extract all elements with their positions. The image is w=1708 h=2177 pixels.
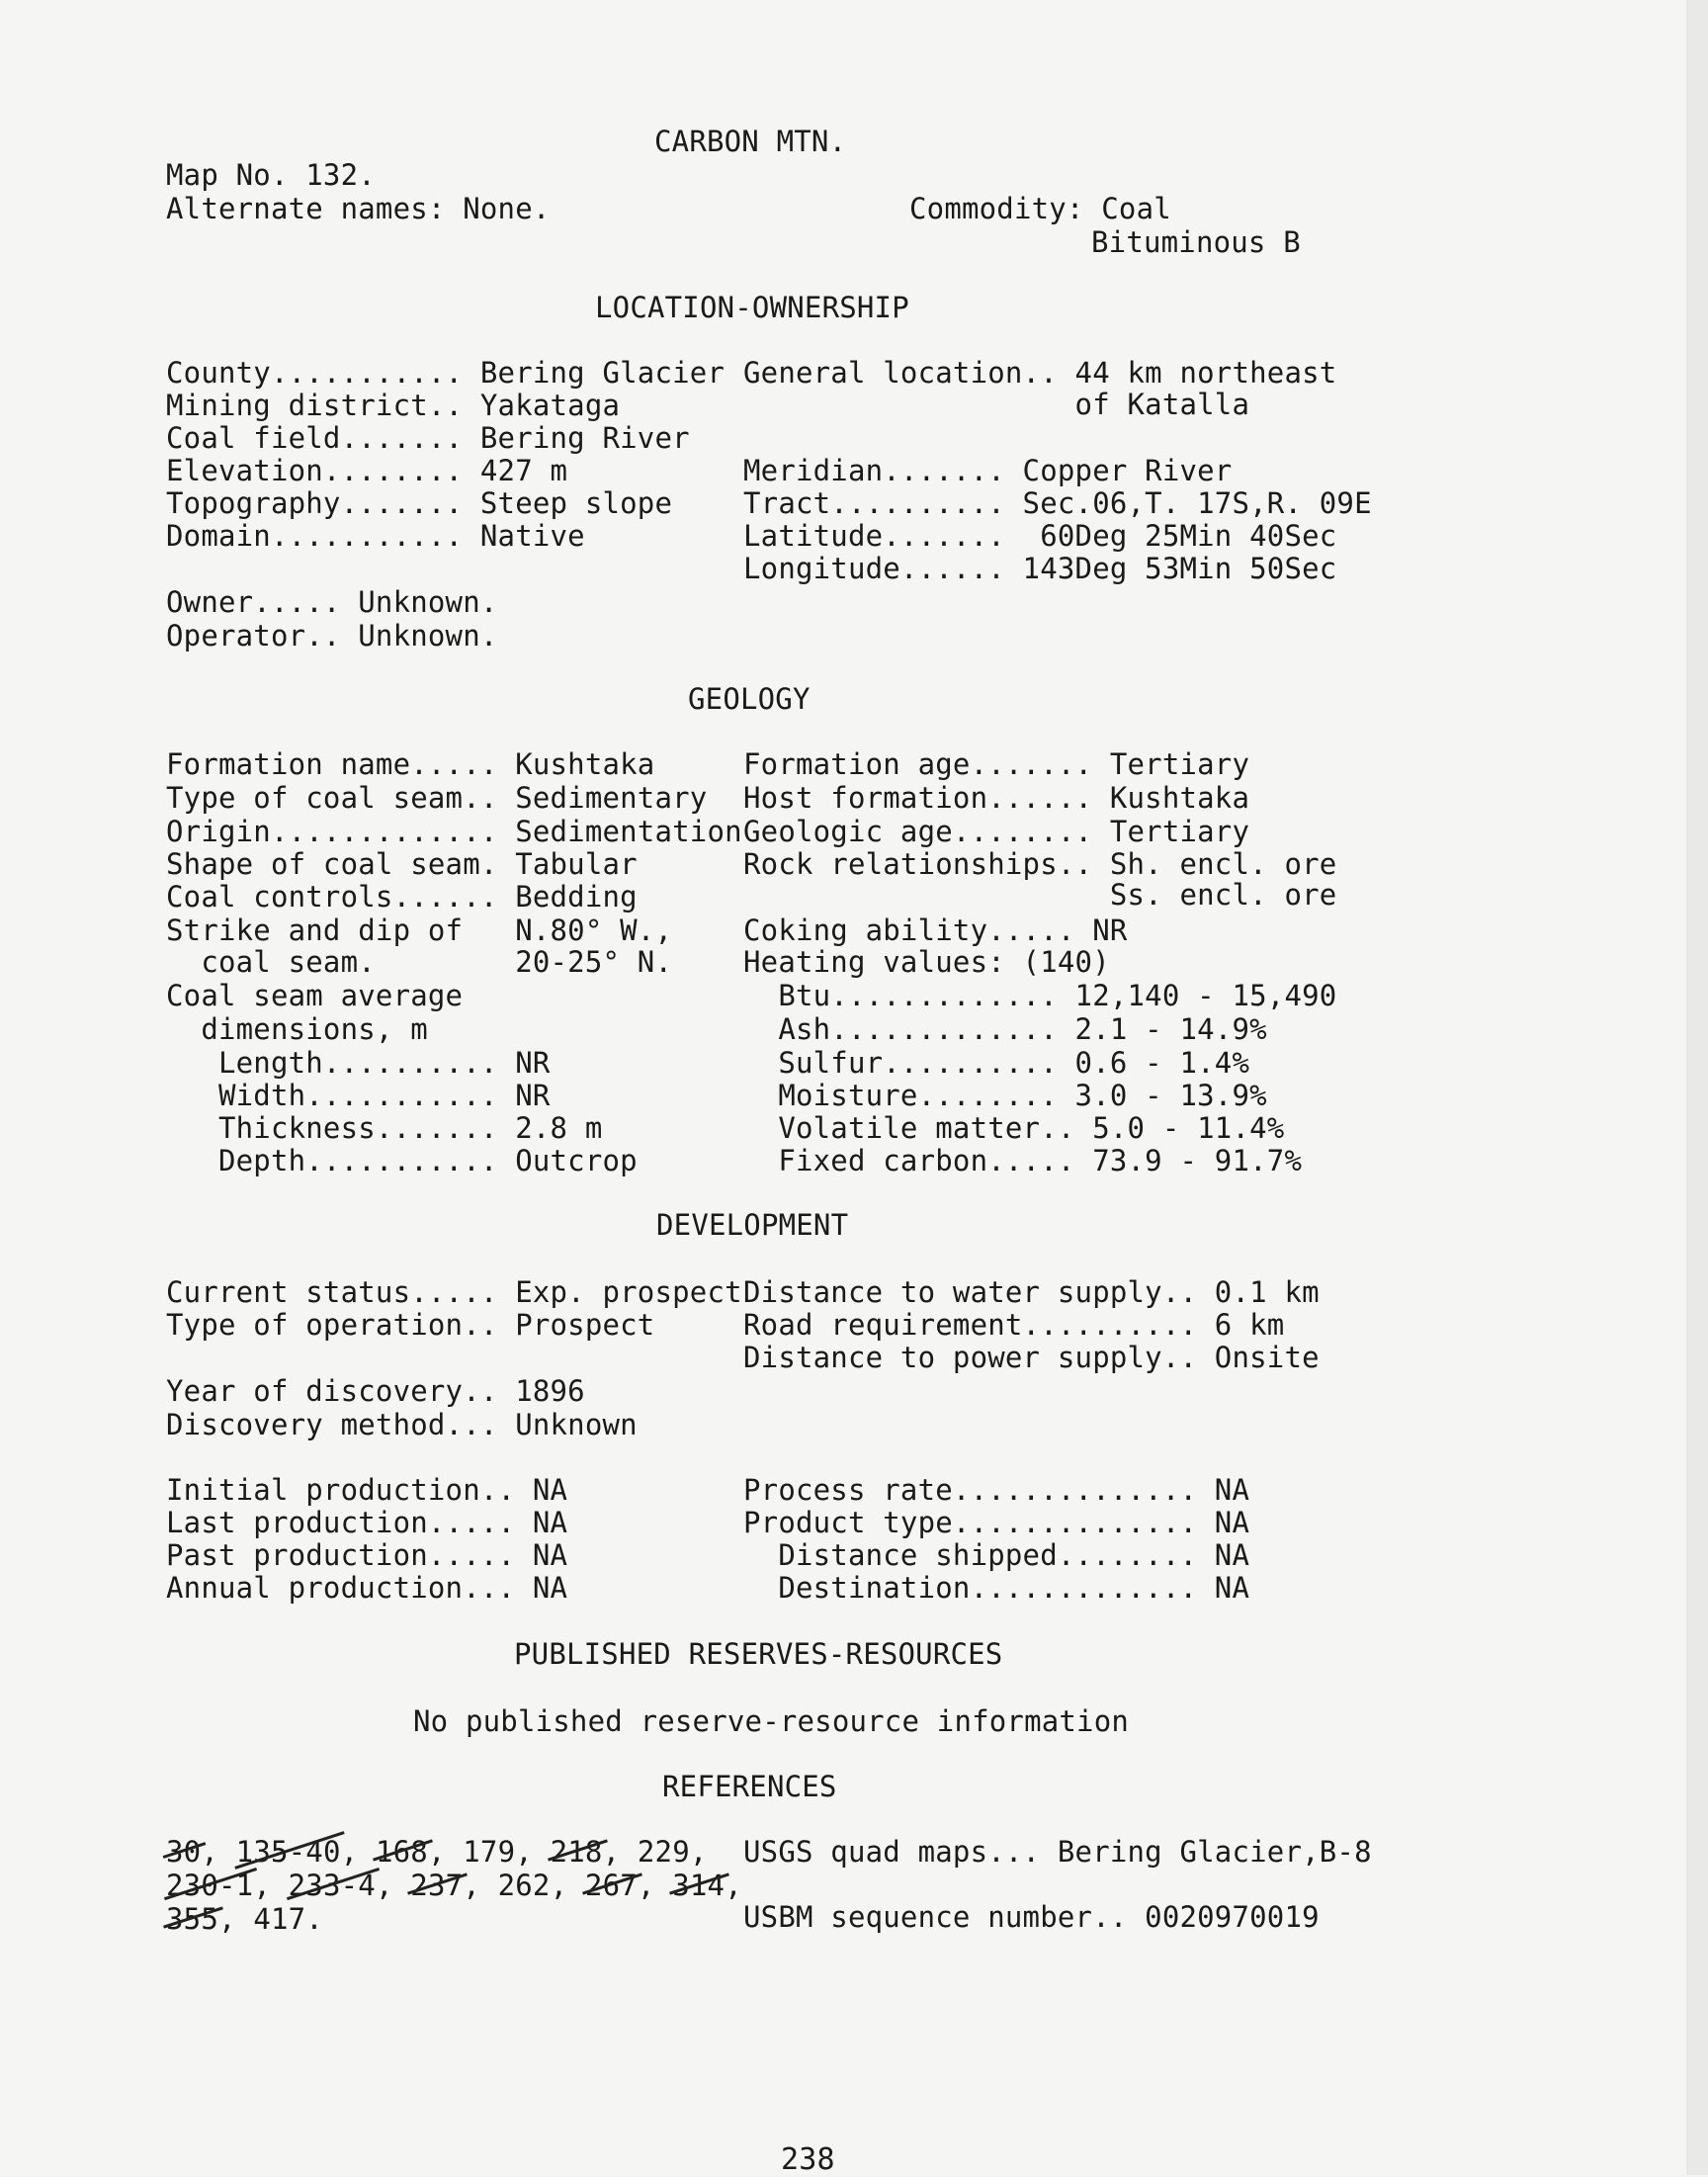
reference-item: 230-1 xyxy=(166,1869,254,1902)
production-row: Product type.............. NA xyxy=(743,1506,1250,1539)
production-row: Destination............. NA xyxy=(743,1571,1250,1605)
geology-row: Rock relationships.. Sh. encl. ore xyxy=(743,847,1337,881)
development-row: Current status..... Exp. prospect xyxy=(166,1275,742,1309)
page-edge xyxy=(1686,0,1708,2175)
section-heading-geology: GEOLOGY xyxy=(688,682,811,716)
reference-list-line: 30, 135-40, 168, 179, 218, 229, xyxy=(166,1835,708,1869)
development-row: Year of discovery.. 1896 xyxy=(166,1374,585,1408)
geology-row: Width........... NR xyxy=(166,1079,551,1112)
location-row: Domain........... Native xyxy=(166,519,585,553)
geology-row: Formation name..... Kushtaka xyxy=(166,747,655,781)
document-title: CARBON MTN. xyxy=(654,125,847,158)
reference-item: 218 xyxy=(550,1835,603,1869)
production-row: Initial production.. NA xyxy=(166,1473,568,1507)
geology-row: Heating values: (140) xyxy=(743,945,1110,979)
production-row: Past production..... NA xyxy=(166,1538,568,1572)
page-number: 238 xyxy=(781,2142,835,2177)
production-row: Last production..... NA xyxy=(166,1506,568,1539)
geology-row: Origin............. Sedimentation xyxy=(166,815,742,848)
reference-item: 135-40 xyxy=(235,1835,341,1869)
location-row: Latitude....... 60Deg 25Min 40Sec xyxy=(743,519,1337,553)
production-row: Distance shipped........ NA xyxy=(743,1538,1250,1572)
reference-item: 417 xyxy=(253,1902,306,1936)
location-row: Tract.......... Sec.06,T. 17S,R. 09E xyxy=(743,486,1372,520)
owner: Owner..... Unknown. xyxy=(166,585,498,619)
operator: Operator.. Unknown. xyxy=(166,619,498,653)
reference-item: 229 xyxy=(637,1835,690,1869)
commodity: Commodity: Coal xyxy=(909,192,1171,225)
geology-row: Moisture........ 3.0 - 13.9% xyxy=(743,1079,1267,1112)
geology-row: Coking ability..... NR xyxy=(743,914,1128,947)
geology-row: dimensions, m xyxy=(166,1012,428,1046)
geology-row: Formation age....... Tertiary xyxy=(743,747,1250,781)
development-row: Distance to water supply.. 0.1 km xyxy=(743,1275,1320,1309)
geology-row: coal seam. 20-25° N. xyxy=(166,945,673,979)
location-row: Topography....... Steep slope xyxy=(166,486,673,520)
commodity-type: Bituminous B xyxy=(1091,225,1301,259)
geology-row: Strike and dip of N.80° W., xyxy=(166,914,673,947)
section-heading-reserves: PUBLISHED RESERVES-RESOURCES xyxy=(514,1637,1003,1671)
geology-row: Thickness....... 2.8 m xyxy=(166,1111,603,1145)
production-row: Annual production... NA xyxy=(166,1571,568,1605)
location-row: Mining district.. Yakataga xyxy=(166,389,621,422)
location-row: County........... Bering Glacier xyxy=(166,356,726,390)
geology-row: Volatile matter.. 5.0 - 11.4% xyxy=(743,1111,1285,1145)
geology-row: Sulfur.......... 0.6 - 1.4% xyxy=(743,1046,1250,1080)
map-number: Map No. 132. xyxy=(166,158,376,192)
section-heading-location: LOCATION-OWNERSHIP xyxy=(595,291,909,324)
geology-row: Ash............. 2.1 - 14.9% xyxy=(743,1012,1267,1046)
location-row: Meridian....... Copper River xyxy=(743,454,1233,487)
geology-row: Geologic age........ Tertiary xyxy=(743,815,1250,848)
location-row: Elevation........ 427 m xyxy=(166,454,568,487)
location-row: General location.. 44 km northeast xyxy=(743,356,1337,390)
production-row: Process rate.............. NA xyxy=(743,1473,1250,1507)
location-row: of Katalla xyxy=(743,388,1250,421)
geology-row: Type of coal seam.. Sedimentary xyxy=(166,781,708,815)
reserves-text: No published reserve-resource information xyxy=(413,1704,1130,1738)
geology-row: Length.......... NR xyxy=(166,1046,551,1080)
development-row: Type of operation.. Prospect xyxy=(166,1308,655,1342)
reference-item: 262 xyxy=(497,1869,551,1902)
location-row: Coal field....... Bering River xyxy=(166,421,690,455)
reference-item: 314 xyxy=(672,1869,726,1902)
location-row: Longitude...... 143Deg 53Min 50Sec xyxy=(743,552,1337,585)
usgs-quad-maps: USGS quad maps... Bering Glacier,B-8 xyxy=(743,1835,1372,1869)
section-heading-development: DEVELOPMENT xyxy=(656,1208,849,1242)
reference-list-line: 355, 417. xyxy=(166,1902,323,1936)
reference-item: 267 xyxy=(584,1869,638,1902)
reference-list-line: 230-1, 233-4, 237, 262, 267, 314, xyxy=(166,1869,742,1902)
usbm-sequence-number: USBM sequence number.. 0020970019 xyxy=(743,1900,1320,1934)
reference-item: 355 xyxy=(166,1902,218,1936)
development-row: Discovery method... Unknown xyxy=(166,1408,638,1441)
geology-row: Host formation...... Kushtaka xyxy=(743,781,1250,815)
reference-item: 237 xyxy=(410,1869,464,1902)
geology-row: Fixed carbon..... 73.9 - 91.7% xyxy=(743,1144,1303,1177)
geology-row: Coal seam average xyxy=(166,979,464,1012)
geology-row: Depth........... Outcrop xyxy=(166,1144,638,1177)
geology-row: Ss. encl. ore xyxy=(743,878,1337,912)
reference-item: 30 xyxy=(166,1835,202,1869)
reference-item: 179 xyxy=(463,1835,516,1869)
section-heading-references: REFERENCES xyxy=(662,1770,837,1803)
geology-row: Shape of coal seam. Tabular xyxy=(166,847,638,881)
geology-row: Coal controls...... Bedding xyxy=(166,880,638,914)
alternate-names: Alternate names: None. xyxy=(166,192,551,225)
reference-item: 233-4 xyxy=(288,1869,376,1902)
development-row: Road requirement.......... 6 km xyxy=(743,1308,1285,1342)
reference-item: 168 xyxy=(375,1835,428,1869)
development-row: Distance to power supply.. Onsite xyxy=(743,1341,1320,1374)
geology-row: Btu............. 12,140 - 15,490 xyxy=(743,979,1337,1012)
